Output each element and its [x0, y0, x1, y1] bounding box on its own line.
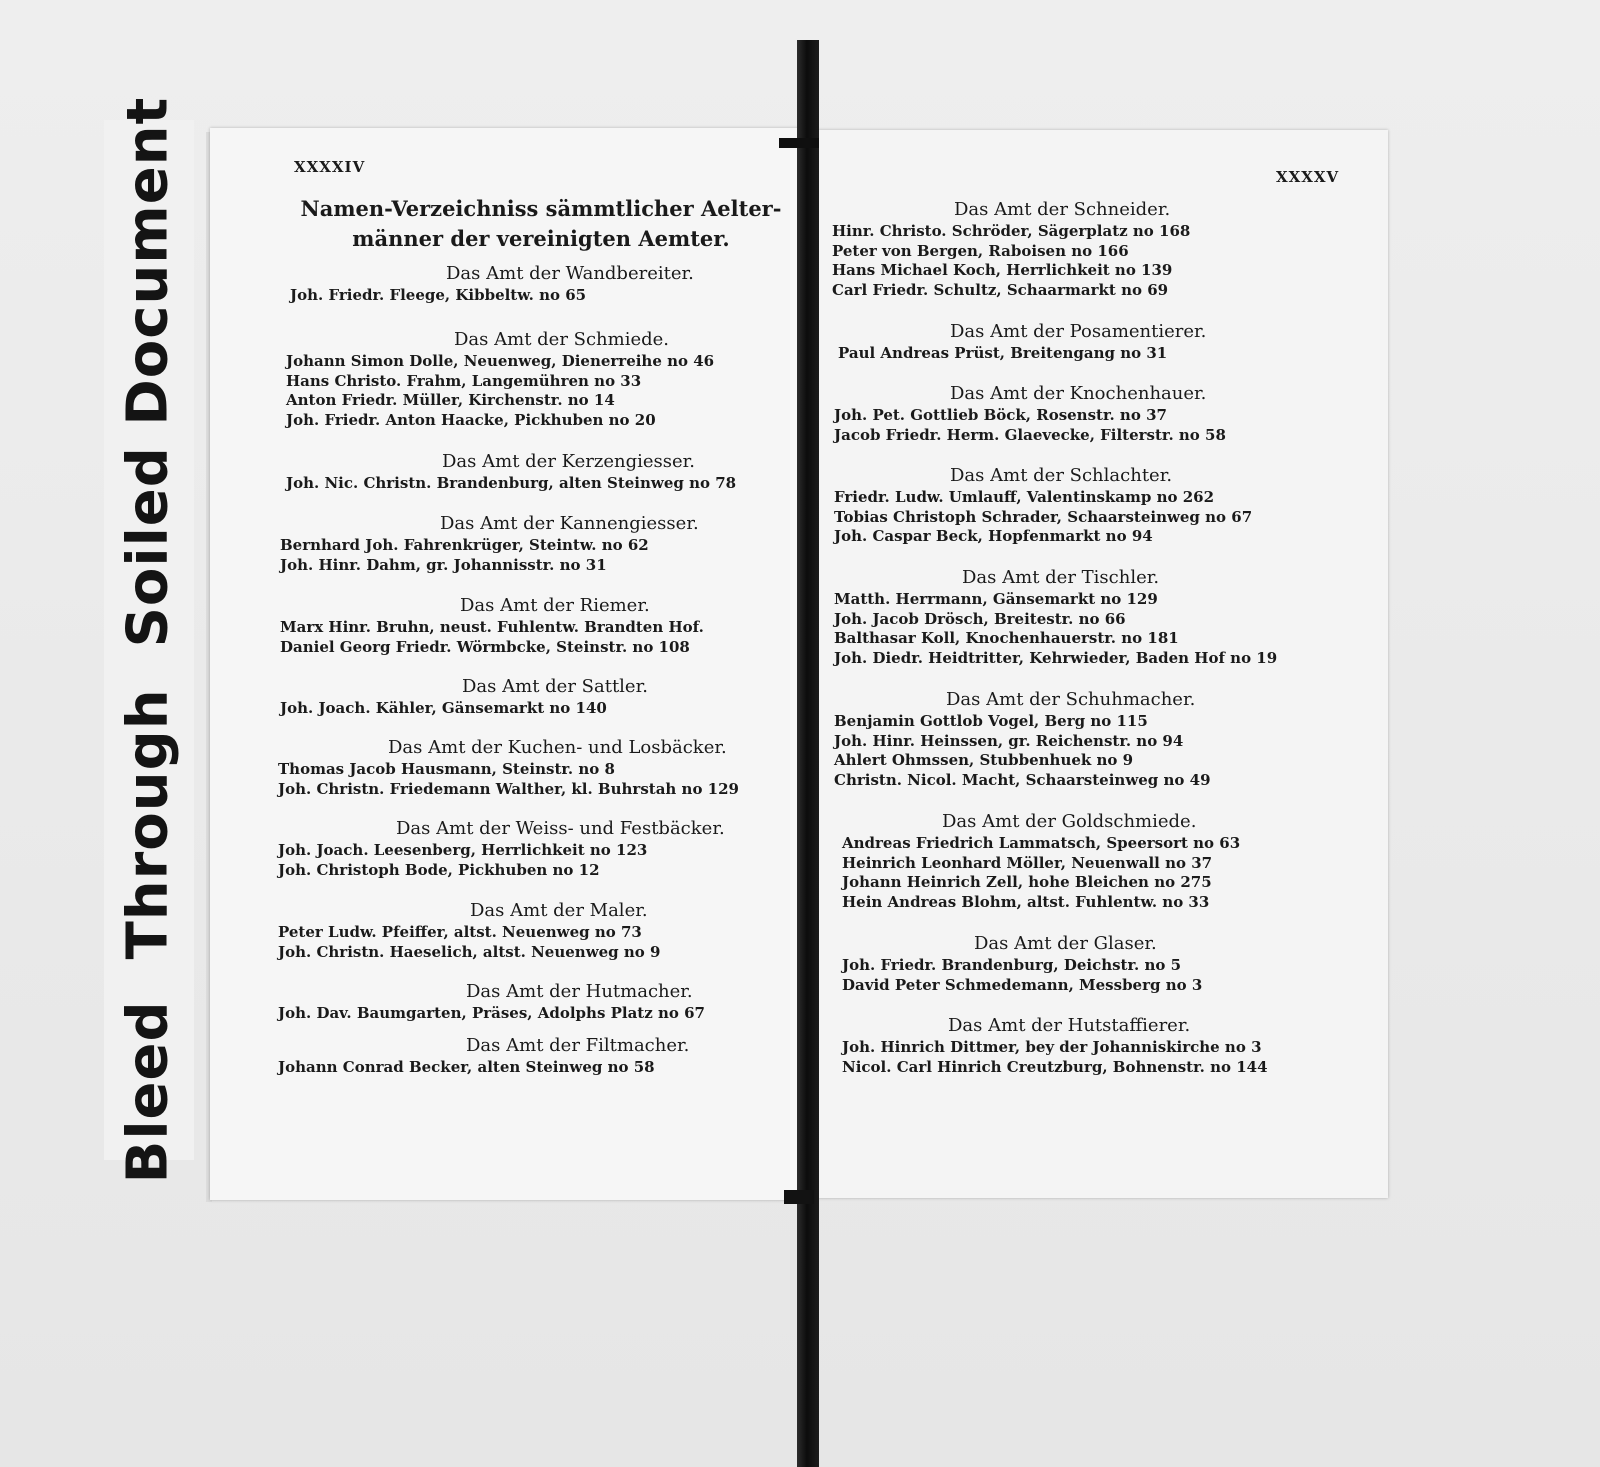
- member-entry: Peter Ludw. Pfeiffer, altst. Neuenweg no 73: [278, 923, 642, 941]
- member-entry: Marx Hinr. Bruhn, neust. Fuhlentw. Brandten Hof.: [280, 618, 704, 636]
- document-title-line: Namen-Verzeichniss sämmtlicher Aelter-: [300, 196, 782, 221]
- member-entry: Matth. Herrmann, Gänsemarkt no 129: [834, 590, 1158, 608]
- member-entry: Joh. Friedr. Anton Haacke, Pickhuben no 20: [286, 410, 656, 429]
- guild-section: [280, 512, 699, 575]
- guild-section: [280, 594, 704, 657]
- section-title: Das Amt der Knochenhauer.: [950, 383, 1207, 404]
- member-entry: Johann Heinrich Zell, hohe Bleichen no 275: [842, 873, 1212, 891]
- guild-section: [834, 382, 1226, 445]
- book-gutter: [797, 40, 819, 1467]
- guild-section: [286, 450, 736, 494]
- gutter-shadow: [779, 138, 819, 148]
- guild-section: [834, 566, 1277, 668]
- section-title: Das Amt der Glaser.: [974, 933, 1157, 954]
- guild-section: [834, 464, 1252, 547]
- guild-section: [842, 1014, 1268, 1077]
- page-number: XXXXV: [1276, 168, 1340, 186]
- member-entry: Joh. Hinr. Dahm, gr. Johannisstr. no 31: [280, 555, 607, 574]
- guild-section: [278, 1034, 689, 1078]
- right-page: [818, 130, 1388, 1198]
- member-entry: Joh. Christoph Bode, Pickhuben no 12: [278, 860, 600, 879]
- member-entry: Benjamin Gottlob Vogel, Berg no 115: [834, 712, 1148, 730]
- member-entry: Heinrich Leonhard Möller, Neuenwall no 37: [842, 853, 1213, 872]
- section-title: Das Amt der Schlachter.: [950, 465, 1173, 486]
- guild-section: [834, 688, 1211, 790]
- document-title: [286, 194, 796, 254]
- section-title: Das Amt der Schmiede.: [454, 329, 670, 350]
- document-title-line: männer der vereinigten Aemter.: [352, 226, 730, 251]
- member-entry: Hinr. Christo. Schröder, Sägerplatz no 168: [832, 222, 1191, 240]
- member-entry: Bernhard Joh. Fahrenkrüger, Steintw. no 62: [280, 536, 649, 554]
- member-entry: David Peter Schmedemann, Messberg no 3: [842, 975, 1203, 994]
- member-entry: Hein Andreas Blohm, altst. Fuhlentw. no 33: [842, 892, 1210, 911]
- member-entry: Daniel Georg Friedr. Wörmbcke, Steinstr. no 108: [280, 637, 690, 656]
- guild-section: [280, 675, 648, 719]
- archive-stamp-label: Bleed Through Soiled Document: [115, 96, 181, 1184]
- member-entry: Christn. Nicol. Macht, Schaarsteinweg no 49: [834, 770, 1211, 789]
- guild-section: [286, 328, 714, 430]
- guild-section: [278, 817, 725, 880]
- member-entry: Paul Andreas Prüst, Breitengang no 31: [838, 344, 1168, 362]
- member-entry: Joh. Diedr. Heidtritter, Kehrwieder, Baden Hof no 19: [834, 648, 1278, 667]
- section-title: Das Amt der Schuhmacher.: [946, 689, 1196, 710]
- guild-section: [278, 899, 660, 962]
- member-entry: Joh. Pet. Gottlieb Böck, Rosenstr. no 37: [834, 406, 1167, 424]
- section-title: Das Amt der Hutmacher.: [466, 981, 693, 1002]
- section-title: Das Amt der Kerzengiesser.: [442, 451, 696, 472]
- member-entry: Carl Friedr. Schultz, Schaarmarkt no 69: [832, 280, 1169, 299]
- member-entry: Joh. Joach. Leesenberg, Herrlichkeit no 123: [278, 841, 648, 859]
- member-entry: Joh. Christn. Haeselich, altst. Neuenweg no 9: [278, 942, 661, 961]
- section-title: Das Amt der Weiss- und Festbäcker.: [396, 818, 725, 839]
- member-entry: Thomas Jacob Hausmann, Steinstr. no 8: [278, 760, 615, 778]
- guild-section: [278, 980, 705, 1024]
- member-entry: Hans Christo. Frahm, Langemühren no 33: [286, 371, 642, 390]
- left-page: [210, 128, 808, 1200]
- section-title: Das Amt der Riemer.: [460, 595, 650, 616]
- guild-section: [278, 736, 739, 799]
- member-entry: Andreas Friedrich Lammatsch, Speersort no 63: [842, 834, 1241, 852]
- member-entry: Tobias Christoph Schrader, Schaarsteinweg no 67: [834, 507, 1253, 526]
- section-title: Das Amt der Wandbereiter.: [446, 263, 694, 284]
- gutter-shadow: [784, 1190, 814, 1204]
- page-number: XXXXIV: [294, 158, 366, 176]
- member-entry: Ahlert Ohmssen, Stubbenhuek no 9: [834, 751, 1134, 769]
- section-title: Das Amt der Kuchen- und Losbäcker.: [388, 737, 727, 758]
- guild-section: [290, 262, 694, 306]
- section-title: Das Amt der Maler.: [470, 900, 648, 921]
- member-entry: Joh. Friedr. Fleege, Kibbeltw. no 65: [290, 286, 587, 304]
- section-title: Das Amt der Tischler.: [962, 567, 1160, 588]
- member-entry: Anton Friedr. Müller, Kirchenstr. no 14: [286, 391, 615, 409]
- member-entry: Balthasar Koll, Knochenhauerstr. no 181: [834, 629, 1179, 647]
- section-title: Das Amt der Posamentierer.: [950, 321, 1207, 342]
- member-entry: Joh. Christn. Friedemann Walther, kl. Buhrstah no 129: [278, 779, 739, 798]
- guild-section: [832, 198, 1190, 300]
- member-entry: Nicol. Carl Hinrich Creutzburg, Bohnenstr. no 144: [842, 1057, 1268, 1076]
- member-entry: Hans Michael Koch, Herrlichkeit no 139: [832, 261, 1173, 279]
- member-entry: Johann Simon Dolle, Neuenweg, Dienerreihe no 46: [286, 352, 715, 370]
- member-entry: Peter von Bergen, Raboisen no 166: [832, 241, 1129, 260]
- guild-section: [838, 320, 1206, 364]
- member-entry: Joh. Jacob Drösch, Breitestr. no 66: [834, 609, 1126, 628]
- member-entry: Joh. Nic. Christn. Brandenburg, alten Steinweg no 78: [286, 474, 737, 492]
- member-entry: Joh. Joach. Kähler, Gänsemarkt no 140: [280, 699, 607, 717]
- member-entry: Joh. Friedr. Brandenburg, Deichstr. no 5: [842, 956, 1182, 974]
- section-title: Das Amt der Filtmacher.: [466, 1035, 690, 1056]
- section-title: Das Amt der Sattler.: [462, 676, 648, 697]
- member-entry: Friedr. Ludw. Umlauff, Valentinskamp no 262: [834, 488, 1215, 506]
- member-entry: Jacob Friedr. Herm. Glaevecke, Filterstr. no 58: [834, 425, 1226, 444]
- section-title: Das Amt der Hutstaffierer.: [948, 1015, 1191, 1036]
- member-entry: Joh. Caspar Beck, Hopfenmarkt no 94: [834, 527, 1153, 545]
- section-title: Das Amt der Kannengiesser.: [440, 513, 699, 534]
- member-entry: Joh. Hinrich Dittmer, bey der Johanniskirche no 3: [842, 1038, 1262, 1056]
- section-title: Das Amt der Goldschmiede.: [942, 811, 1197, 832]
- guild-section: [842, 932, 1202, 995]
- section-title: Das Amt der Schneider.: [954, 199, 1171, 220]
- guild-section: [842, 810, 1240, 912]
- member-entry: Joh. Dav. Baumgarten, Präses, Adolphs Platz no 67: [278, 1004, 705, 1022]
- member-entry: Joh. Hinr. Heinssen, gr. Reichenstr. no 94: [834, 731, 1184, 750]
- member-entry: Johann Conrad Becker, alten Steinweg no 58: [278, 1058, 655, 1076]
